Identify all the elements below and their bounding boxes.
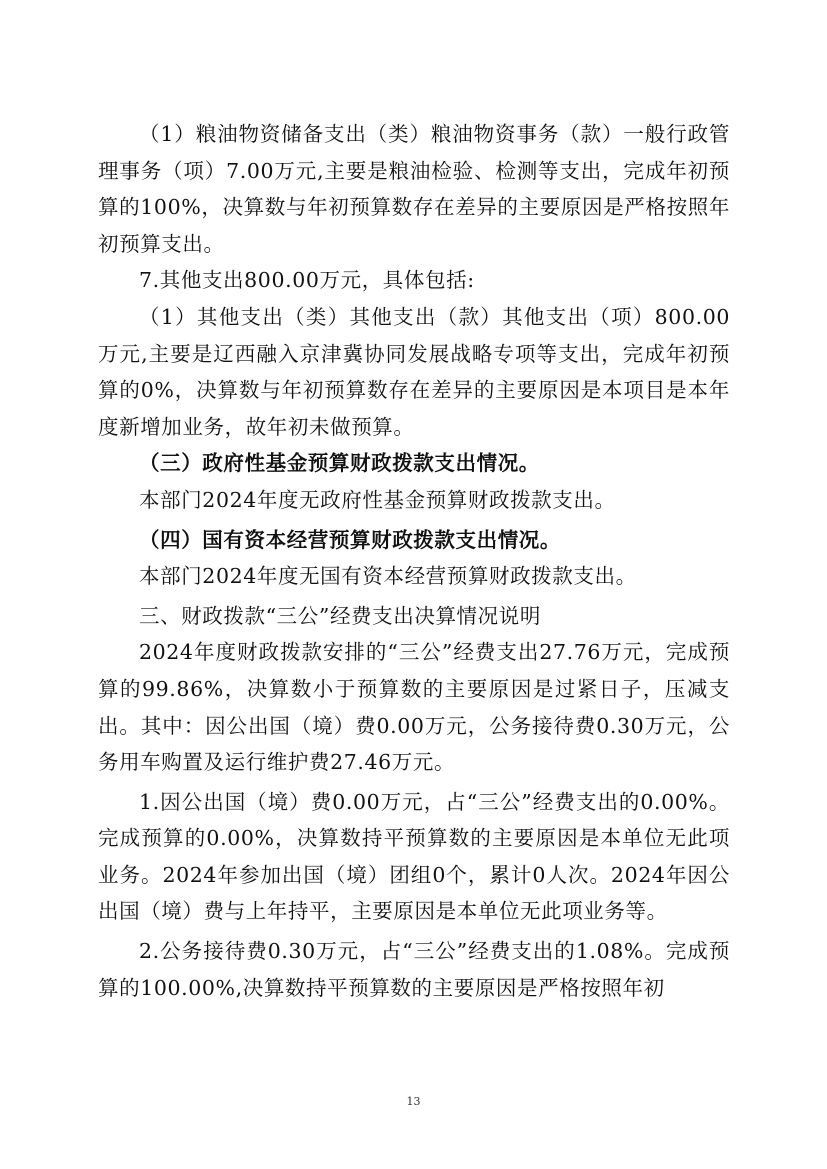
paragraph-reception-expense: 2.公务接待费0.30万元，占“三公”经费支出的1.08%。完成预算的100.00%,决算数持平预算数的主要原因是严格按照年初	[98, 939, 730, 1000]
page-number: 13	[406, 1095, 421, 1108]
document-body	[98, 116, 730, 1006]
heading-state-capital: （四）国有资本经营预算财政拨款支出情况。	[139, 527, 561, 552]
paragraph-other-expense-detail: （1）其他支出（类）其他支出（款）其他支出（项）800.00万元,主要是辽西融入京津冀协同发展战略专项等支出，完成年初预算的0%，决算数与年初预算数存在差异的主要原因是本项目是本年度新增加业务，故年初未做预算。	[98, 304, 730, 439]
paragraph-state-capital: 本部门2024年度无国有资本经营预算财政拨款支出。	[139, 564, 637, 589]
paragraph-three-public-summary: 2024年度财政拨款安排的“三公”经费支出27.76万元，完成预算的99.86%，决算数小于预算数的主要原因是过紧日子，压减支出。其中：因公出国（境）费0.00万元，公务接待费0.30万元，公务用车购置及运行维护费27.46万元。	[98, 640, 730, 775]
heading-government-fund: （三）政府性基金预算财政拨款支出情况。	[139, 451, 540, 476]
paragraph-other-expense-heading: 7.其他支出800.00万元，具体包括:	[139, 268, 475, 293]
paragraph-overseas-travel: 1.因公出国（境）费0.00万元，占“三公”经费支出的0.00%。完成预算的0.00%，决算数持平预算数的主要原因是本单位无此项业务。2024年参加出国（境）团组0个，累计0人次。2024年因公出国（境）费与上年持平，主要原因是本单位无此项业务等。	[98, 789, 730, 924]
paragraph-government-fund: 本部门2024年度无政府性基金预算财政拨款支出。	[139, 487, 616, 512]
heading-three-public-expenses: 三、财政拨款“三公”经费支出决算情况说明	[139, 603, 541, 628]
paragraph-grain-oil-admin: （1）粮油物资储备支出（类）粮油物资事务（款）一般行政管理事务（项）7.00万元,主要是粮油检验、检测等支出，完成年初预算的100%，决算数与年初预算数存在差异的主要原因是严格按照年初预算支出。	[98, 122, 730, 256]
